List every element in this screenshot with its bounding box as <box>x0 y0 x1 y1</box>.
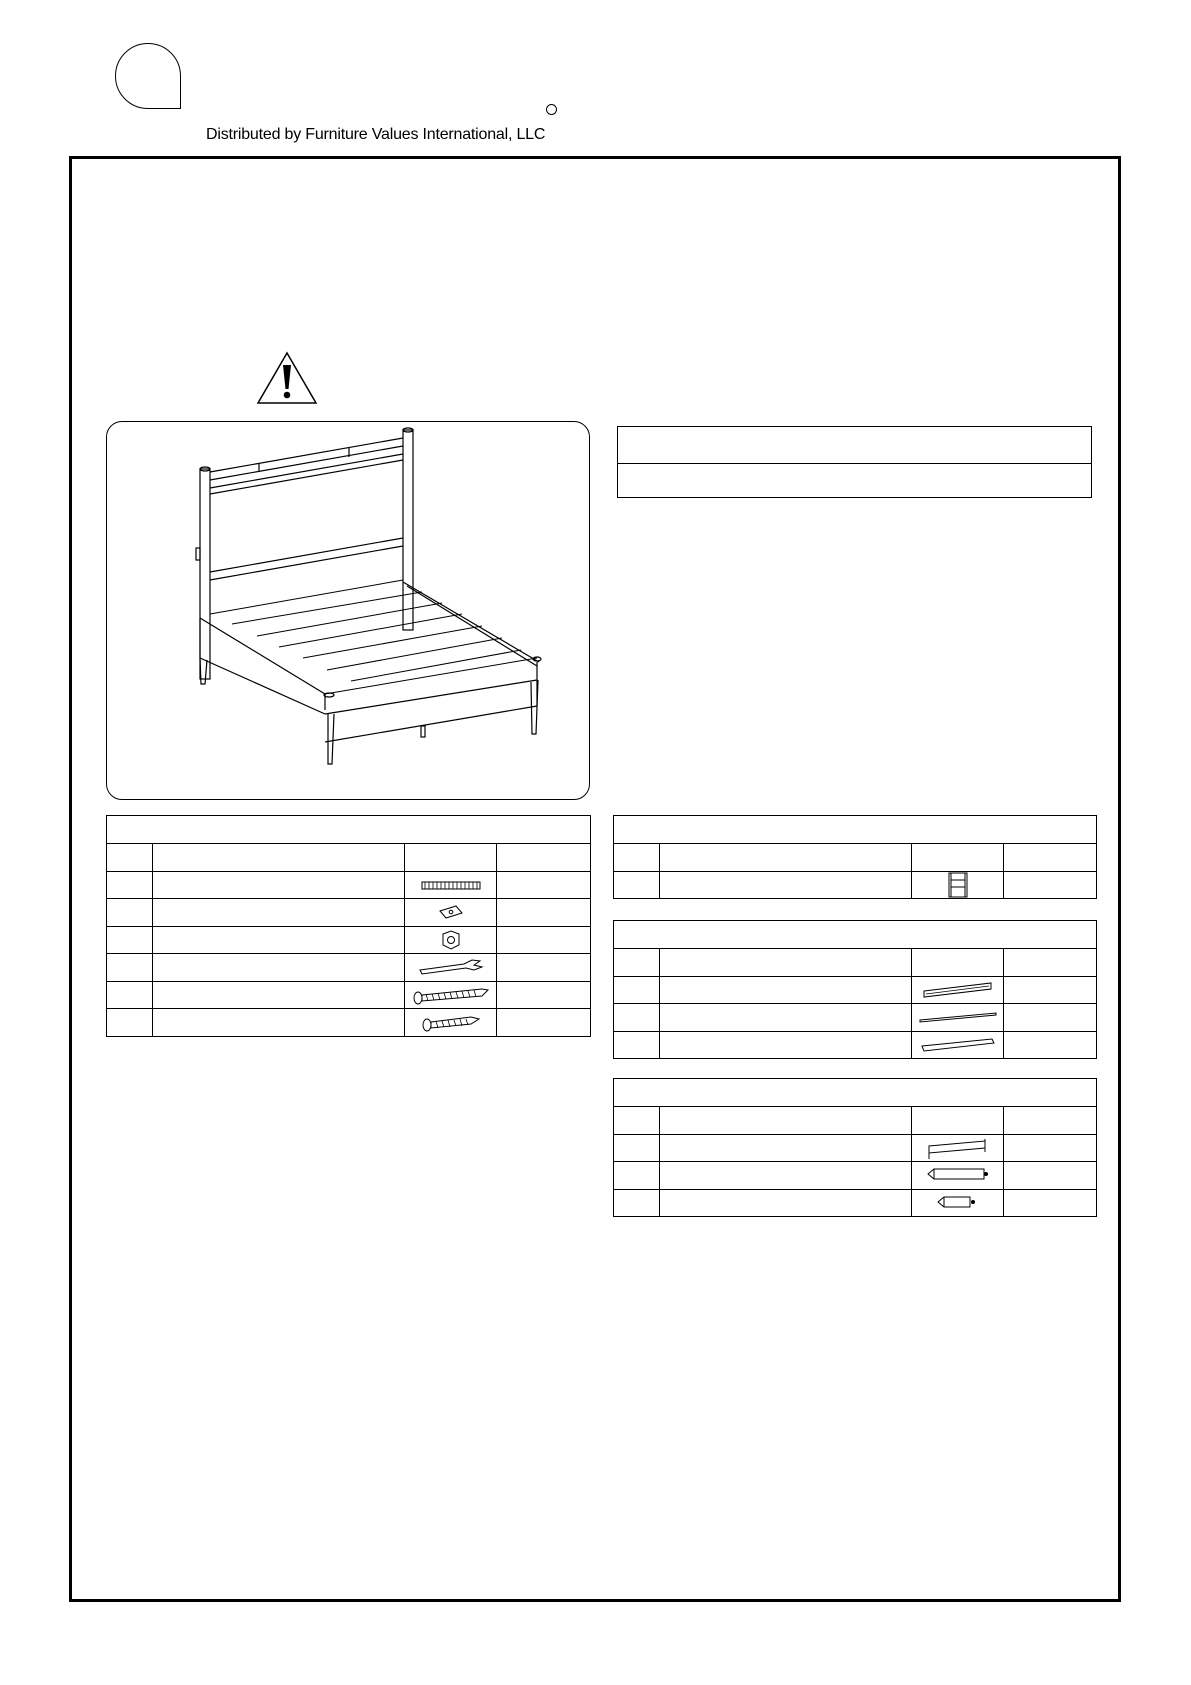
table-row <box>614 1004 1097 1032</box>
table-row <box>614 1162 1097 1190</box>
hardware-table-title <box>107 816 591 844</box>
table-row <box>614 1031 1097 1059</box>
notes-box <box>617 426 1092 498</box>
short-screw-icon <box>419 1011 483 1033</box>
hardware-table <box>106 815 591 1037</box>
table-row <box>614 1189 1097 1217</box>
washer-icon <box>436 903 466 921</box>
table-row <box>614 871 1097 899</box>
table-row <box>107 926 591 954</box>
threaded-rod-icon <box>420 878 482 892</box>
long-leg-icon <box>924 1165 992 1185</box>
footboard-icon <box>925 1136 991 1160</box>
footboard-table <box>613 1078 1097 1217</box>
slat-icon <box>918 1010 998 1024</box>
footboard-table-title <box>614 1079 1097 1107</box>
distributor-text: Distributed by Furniture Values International, LLC <box>206 126 546 143</box>
warning-icon <box>256 351 318 405</box>
table-row <box>107 981 591 1009</box>
table-row <box>107 871 591 899</box>
brand-logo <box>115 43 181 109</box>
headboard-table <box>613 815 1097 899</box>
table-row <box>107 899 591 927</box>
long-screw-icon <box>412 984 490 1006</box>
registered-mark <box>546 104 557 115</box>
table-header-row <box>614 1107 1097 1135</box>
product-illustration <box>106 421 590 800</box>
short-leg-icon <box>934 1193 982 1213</box>
table-row <box>614 976 1097 1004</box>
barrel-nut-icon <box>438 929 464 951</box>
side-rail-icon <box>921 979 995 1001</box>
notes-divider <box>618 463 1091 464</box>
headboard-icon <box>945 872 971 898</box>
support-board-icon <box>920 1036 996 1054</box>
headboard-table-title <box>614 816 1097 844</box>
table-header-row <box>614 844 1097 872</box>
rails-table <box>613 920 1097 1059</box>
table-header-row <box>107 844 591 872</box>
table-row <box>107 1009 591 1037</box>
table-header-row <box>614 949 1097 977</box>
table-row <box>107 954 591 982</box>
rails-table-title <box>614 921 1097 949</box>
table-row <box>614 1134 1097 1162</box>
allen-wrench-icon <box>416 957 486 977</box>
